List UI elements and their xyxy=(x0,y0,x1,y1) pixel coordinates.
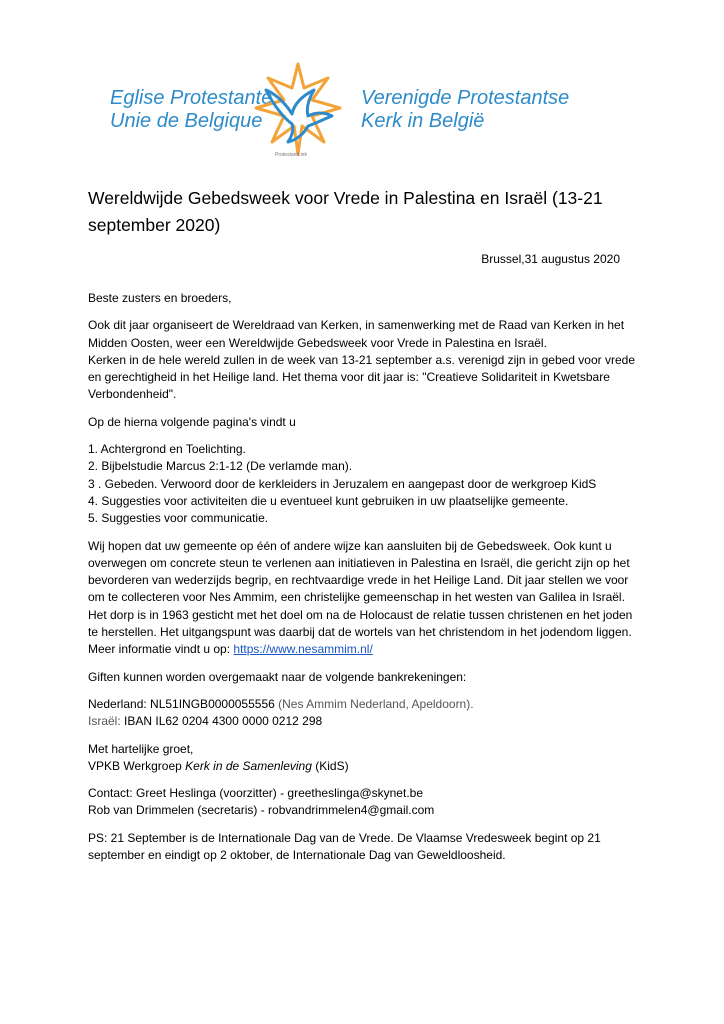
list-intro: Op de hierna volgende pagina's vindt u xyxy=(88,414,296,429)
postscript: PS: 21 September is de Internationale Dag van de Vrede. De Vlaamse Vredesweek begint op 21 september en eindigt op 2 oktober, de Internationale Dag van Geweldloosheid. xyxy=(88,830,601,863)
signature-group-name: Kerk in de Samenleving xyxy=(185,758,312,773)
paragraph-nes-ammim xyxy=(88,538,644,659)
bank-account-il: IBAN IL62 0204 4300 0000 0212 298 xyxy=(124,714,323,729)
contacts xyxy=(88,785,644,820)
logo-caption: ProtestantLink xyxy=(275,152,307,158)
org-name-dutch xyxy=(361,87,569,133)
nes-ammim-link[interactable]: https://www.nesammim.nl/ xyxy=(233,642,373,657)
org-name-french-line1: Eglise Protestante xyxy=(110,87,273,109)
bank-account-nl: Nederland: NL51INGB0000055556 xyxy=(88,696,275,711)
list-item: 5. Suggesties voor communicatie. xyxy=(88,511,269,526)
paragraph-intro xyxy=(88,317,644,403)
salutation: Beste zusters en broeders, xyxy=(88,291,232,305)
org-name-french-line2: Unie de Belgique xyxy=(110,110,263,132)
list-item: 4. Suggesties voor activiteiten die u eventueel kunt gebruiken in uw plaatselijke gemeente. xyxy=(88,493,569,508)
signature-prefix: VPKB Werkgroep xyxy=(88,758,186,773)
signature-suffix: (KidS) xyxy=(311,758,349,773)
bank-account-nl-note: (Nes Ammim Nederland, Apeldoorn). xyxy=(274,696,474,711)
list-item: 2. Bijbelstudie Marcus 2:1-12 (De verlamde man). xyxy=(88,459,353,474)
list-item: 3 . Gebeden. Verwoord door de kerkleiders in Jeruzalem en aangepast door de werkgroep KidS xyxy=(88,476,597,491)
letter-date: Brussel,31 augustus 2020 xyxy=(481,252,620,266)
closing xyxy=(88,741,644,776)
gifts-intro: Giften kunnen worden overgemaakt naar de volgende bankrekeningen: xyxy=(88,669,467,684)
dove-cross-logo-icon xyxy=(252,60,344,160)
list-item: 1. Achtergrond en Toelichting. xyxy=(88,442,246,457)
closing-greeting: Met hartelijke groet, xyxy=(88,741,194,756)
org-name-dutch-line1: Verenigde Protestantse xyxy=(361,87,570,109)
contents-list xyxy=(88,441,644,527)
paragraph-intro-line1: Ook dit jaar organiseert de Wereldraad van Kerken, in samenwerking met de Raad van Kerken in het Midden Oosten, weer een Wereldwijde Gebedsweek voor Vrede in Palestina en Israël. xyxy=(88,318,625,350)
letter-body xyxy=(88,290,644,874)
contact-secretary: Rob van Drimmelen (secretaris) - robvandrimmelen4@gmail.com xyxy=(88,803,435,818)
letterhead xyxy=(0,55,724,165)
contact-chair: Contact: Greet Heslinga (voorzitter) - greetheslinga@skynet.be xyxy=(88,786,423,801)
org-name-french xyxy=(110,87,272,133)
document-title: Wereldwijde Gebedsweek voor Vrede in Palestina en Israël (13-21 september 2020) xyxy=(88,188,603,235)
paragraph-nes-ammim-text: Wij hopen dat uw gemeente op één of andere wijze kan aansluiten bij de Gebedsweek. Ook kunt u overwegen om concrete steun te verlenen aan initiatieven in Palestina en Israël, die gericht zijn op het bevorderen van wederzijds begrip, en rechtvaardige vrede in het Heilige Land. Dit jaar stellen we voor om te collecteren voor Nes Ammim, een christelijke gemeenschap in het westen van Galilea in Israël. Het dorp is in 1963 gesticht met het doel om na de Holocaust de relatie tussen christenen en het joden te herstellen. Het uitgangspunt was daarbij dat de wortels van het christendom in het jodendom liggen. Meer informatie vindt u op: xyxy=(88,538,633,657)
bank-account-il-label: Israël: xyxy=(88,714,125,729)
bank-accounts xyxy=(88,696,644,731)
org-name-dutch-line2: Kerk in België xyxy=(361,110,485,132)
paragraph-intro-line2: Kerken in de hele wereld zullen in de week van 13-21 september a.s. verenigd zijn in gebed voor vrede en gerechtigheid in het Heilige land. Het thema voor dit jaar is: "Creatieve Solidariteit in Kwetsbare Verbondenheid". xyxy=(88,352,635,402)
